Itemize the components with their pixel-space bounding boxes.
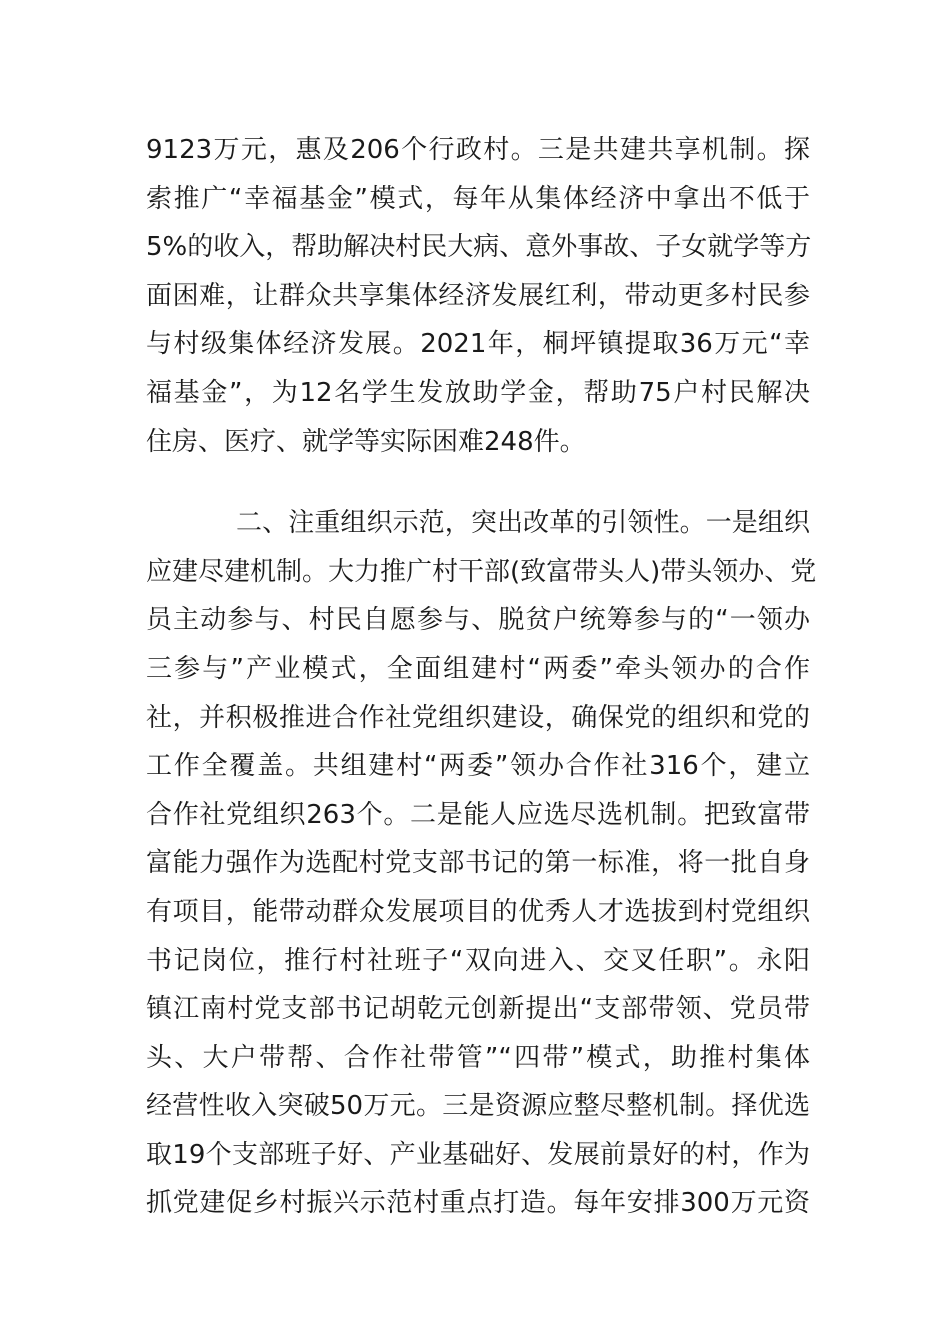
text-line: 合作社党组织263个。二是能人应选尽选机制。把致富带	[146, 799, 810, 830]
text-line: 取19个支部班子好、产业基础好、发展前景好的村，作为	[146, 1139, 810, 1170]
text-line: 富能力强作为选配村党支部书记的第一标准，将一批自身	[146, 848, 810, 879]
text-line: 索推广“幸福基金”模式，每年从集体经济中拿出不低于	[146, 183, 810, 214]
text-line: 有项目，能带动群众发展项目的优秀人才选拔到村党组织	[146, 896, 810, 927]
text-line: 书记岗位，推行村社班子“双向进入、交叉任职”。永阳	[146, 945, 810, 976]
text-line: 福基金”，为12名学生发放助学金，帮助75户村民解决	[146, 377, 810, 408]
text-line: 三参与”产业模式，全面组建村“两委”牵头领办的合作	[146, 653, 810, 684]
document-body	[146, 126, 817, 1228]
paragraph-spacer	[146, 466, 810, 499]
text-line: 面困难，让群众共享集体经济发展红利，带动更多村民参	[146, 280, 810, 311]
paragraph	[146, 126, 810, 466]
text-line: 经营性收入突破50万元。三是资源应整尽整机制。择优选	[146, 1091, 810, 1122]
text-line: 社，并积极推进合作社党组织建设，确保党的组织和党的	[146, 702, 810, 733]
text-line: 头、大户带帮、合作社带管”“四带”模式，助推村集体	[146, 1042, 810, 1073]
text-line: 应建尽建机制。大力推广村干部(致富带头人)带头领办、党	[146, 556, 817, 587]
text-line: 5%的收入，帮助解决村民大病、意外事故、子女就学等方	[146, 232, 812, 263]
text-line: 工作全覆盖。共组建村“两委”领办合作社316个，建立	[146, 751, 810, 782]
text-line: 9123万元，惠及206个行政村。三是共建共享机制。探	[146, 135, 810, 165]
paragraph	[146, 499, 817, 1228]
text-line: 二、注重组织示范，突出改革的引领性。一是组织	[236, 508, 810, 539]
text-line: 员主动参与、村民自愿参与、脱贫户统筹参与的“一领办	[146, 605, 810, 636]
text-line: 镇江南村党支部书记胡乾元创新提出“支部带领、党员带	[146, 994, 810, 1025]
text-line: 与村级集体经济发展。2021年，桐坪镇提取36万元“幸	[146, 329, 810, 360]
text-line: 抓党建促乡村振兴示范村重点打造。每年安排300万元资	[146, 1188, 810, 1219]
text-line: 住房、医疗、就学等实际困难248件。	[146, 426, 586, 457]
